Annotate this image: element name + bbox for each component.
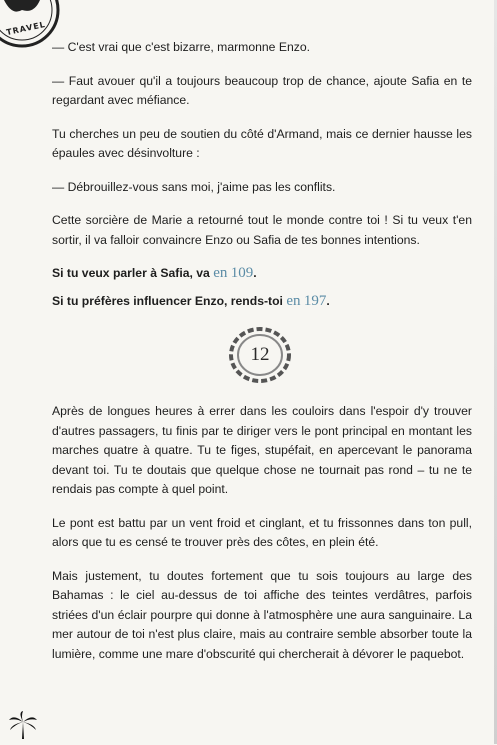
narration-wind: Le pont est battu par un vent froid et cinglant, et tu frissonnes dans ton pull, alors que tu es censé te trouver près des côtes, en plein été.	[52, 515, 472, 549]
top-text-block	[52, 38, 472, 325]
choice-enzo-ref[interactable]: 197	[303, 292, 327, 309]
bottom-text-block	[52, 402, 472, 678]
choice-safia: Si tu veux parler à Safia, va en 109.	[52, 265, 257, 281]
narration-armand: Tu cherches un peu de soutien du côté d'Armand, mais ce dernier hausse les épaules avec désinvolture :	[52, 126, 472, 160]
choice-enzo: Si tu préfères influencer Enzo, rends-toi en 197.	[52, 292, 330, 309]
dialogue-enzo: — C'est vrai que c'est bizarre, marmonne Enzo.	[52, 40, 310, 54]
narration-sky: Mais justement, tu doutes fortement que tu sois toujours au large des Bahamas : le ciel au-dessus de toi affiche des teintes verdâtres, parfois striées d'un éclair pourpre qui donne à l'atmosphère une aura sanguinaire. La mer autour de toi n'est plus claire, mais au contraire semble absorber toute la lumière, comme une mare d'obscurité qui chercherait à dévorer le paquebot.	[52, 568, 472, 661]
palm-tree-icon	[8, 710, 38, 740]
section-number: 12	[250, 344, 270, 365]
narration-marie: Cette sorcière de Marie a retourné tout le monde contre toi ! Si tu veux t'en sortir, il va falloir convaincre Enzo ou Safia de tes bonnes intentions.	[52, 213, 472, 247]
choice-safia-ref[interactable]: 109	[230, 265, 254, 281]
narration-deck: Après de longues heures à errer dans les couloirs dans l'espoir d'y trouver d'autres passagers, tu finis par te diriger vers le pont principal en montant les marches quatre à quatre. Tu te figes, stupéfait, en apercevant le panorama devant toi. Tu te doutais que quelque chose ne tournait pas rond – tu ne te rendais pas compte à quel point.	[52, 404, 472, 496]
choice-safia-connector[interactable]: en	[213, 265, 228, 281]
choice-enzo-connector[interactable]: en	[286, 292, 301, 309]
dialogue-safia: — Faut avouer qu'il a toujours beaucoup trop de chance, ajoute Safia en te regardant avec méfiance.	[52, 73, 472, 107]
stamp-label: TRAVEL	[5, 19, 47, 38]
section-emblem	[228, 327, 292, 383]
dialogue-armand: — Débrouillez-vous sans moi, j'aime pas les conflits.	[52, 179, 336, 194]
